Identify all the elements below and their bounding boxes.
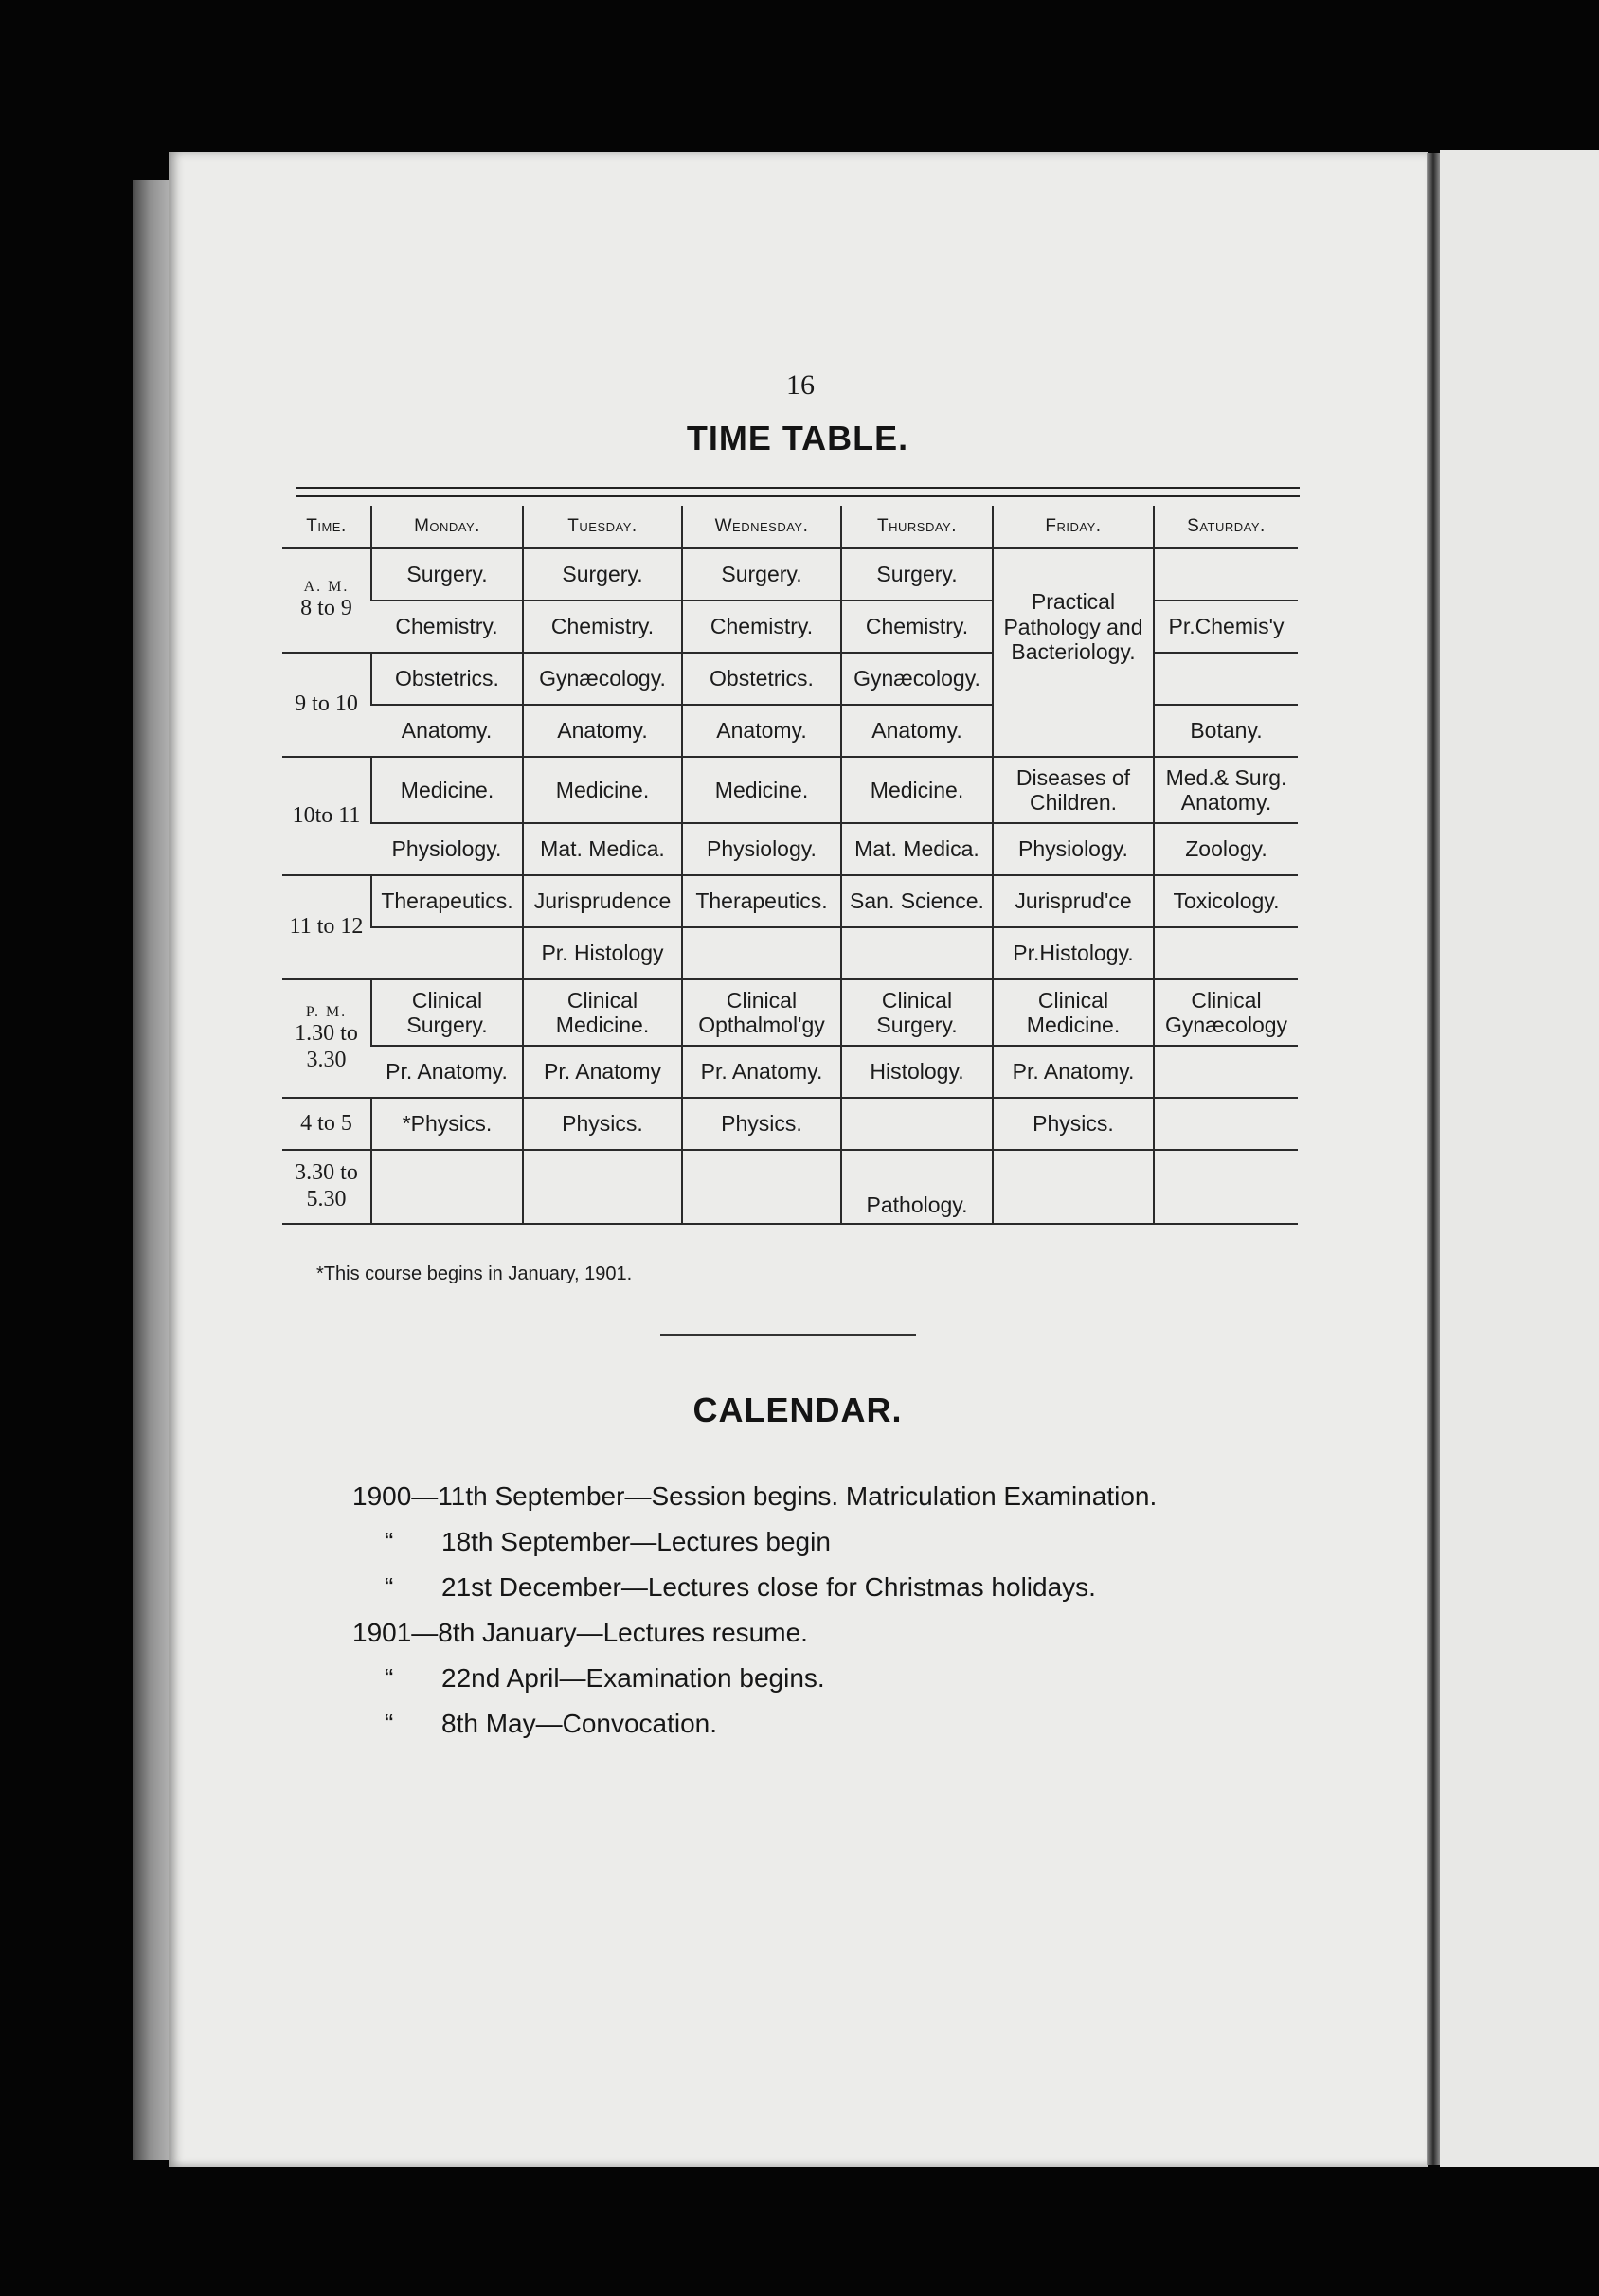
calendar-entry: 1901—8th January—Lectures resume. [352,1618,808,1647]
table-cell: Jurisprud'ce [993,875,1154,927]
table-cell: Anatomy. [682,705,841,757]
table-cell: Pr. Anatomy. [993,1046,1154,1098]
table-cell [682,1150,841,1224]
table-cell [371,927,523,979]
table-cell: San. Science. [841,875,993,927]
time-label: 8 to 9 [300,596,352,621]
facing-page-edge [1440,150,1599,2167]
am-label: A. M. [303,579,350,595]
table-row [282,927,1298,979]
table-cell: Anatomy. [523,705,682,757]
header-thursday: Thursday. [841,506,993,548]
table-cell: Therapeutics. [682,875,841,927]
table-cell: Anatomy. [841,705,993,757]
table-cell: Clinical Surgery. [371,979,523,1046]
calendar-line [352,1610,1300,1656]
table-cell: Botany. [1154,705,1298,757]
table-cell [371,1150,523,1224]
time-table-footnote: *This course begins in January, 1901. [316,1264,633,1284]
table-cell: Pathology. [841,1150,993,1224]
table-cell: Medicine. [841,757,993,823]
table-cell: Physiology. [993,823,1154,875]
table-row [282,979,1298,1046]
table-cell: Anatomy. [371,705,523,757]
table-cell: Surgery. [371,548,523,601]
table-cell: Obstetrics. [371,653,523,705]
table-row [282,1150,1298,1224]
table-cell: *Physics. [371,1098,523,1150]
header-wednesday: Wednesday. [682,506,841,548]
calendar-line [352,1474,1300,1519]
table-row [282,1046,1298,1098]
time-cell: 4 to 5 [282,1098,371,1150]
table-row [282,875,1298,927]
table-cell: Medicine. [371,757,523,823]
section-divider [660,1334,916,1336]
table-cell: Mat. Medica. [523,823,682,875]
calendar-line [352,1656,1300,1701]
calendar-entry: 8th May—Convocation. [441,1709,718,1738]
time-label: 1.30 to 3.30 [295,1021,358,1072]
calendar-entry: 18th September—Lectures begin [441,1527,831,1556]
table-cell: Obstetrics. [682,653,841,705]
time-cell: 3.30 to 5.30 [282,1150,371,1224]
table-cell: Surgery. [682,548,841,601]
ditto-mark: “ [385,1527,394,1556]
ditto-mark: “ [385,1709,394,1738]
pm-label: P. M. [305,1003,348,1020]
table-cell: Gynæcology. [841,653,993,705]
table-cell [1154,1150,1298,1224]
calendar-title: CALENDAR. [692,1390,903,1429]
calendar-line [352,1519,1300,1565]
table-cell: Toxicology. [1154,875,1298,927]
table-cell [841,927,993,979]
table-cell: Chemistry. [682,601,841,653]
table-cell: Diseases of Children. [993,757,1154,823]
table-cell: Physiology. [371,823,523,875]
table-cell: Medicine. [523,757,682,823]
header-monday: Monday. [371,506,523,548]
time-table [282,506,1298,1225]
time-cell [282,979,371,1098]
table-cell: Gynæcology. [523,653,682,705]
table-cell [523,1150,682,1224]
calendar-line [352,1565,1300,1610]
header-tuesday: Tuesday. [523,506,682,548]
table-row [282,757,1298,823]
table-cell [1154,1046,1298,1098]
table-cell [1154,548,1298,601]
table-cell [1154,1098,1298,1150]
table-cell: Surgery. [841,548,993,601]
table-cell: Mat. Medica. [841,823,993,875]
table-cell [841,1098,993,1150]
header-friday: Friday. [993,506,1154,548]
table-cell: Zoology. [1154,823,1298,875]
table-cell: Jurisprudence [523,875,682,927]
table-cell [1154,653,1298,705]
table-cell: Pr. Anatomy. [371,1046,523,1098]
table-cell [993,1150,1154,1224]
table-cell: Clinical Medicine. [523,979,682,1046]
table-cell: Physics. [993,1098,1154,1150]
table-row [282,1098,1298,1150]
table-cell: Pr. Anatomy. [682,1046,841,1098]
calendar-entry: 22nd April—Examination begins. [441,1663,825,1693]
header-row [282,506,1298,548]
table-cell: Clinical Gynæcology [1154,979,1298,1046]
table-cell: Physiology. [682,823,841,875]
table-cell: Medicine. [682,757,841,823]
ditto-mark: “ [385,1663,394,1693]
table-cell: Med.& Surg. Anatomy. [1154,757,1298,823]
calendar-list [352,1474,1300,1747]
calendar-entry: 1900—11th September—Session begins. Matriculation Examination. [352,1481,1158,1511]
title-double-rule [296,487,1300,497]
table-cell: Chemistry. [841,601,993,653]
table-cell: Pr.Chemis'y [1154,601,1298,653]
table-cell [1154,927,1298,979]
table-cell: Therapeutics. [371,875,523,927]
table-row [282,705,1298,757]
time-cell: 11 to 12 [282,875,371,979]
time-cell [282,548,371,653]
table-cell: Histology. [841,1046,993,1098]
table-cell: Clinical Surgery. [841,979,993,1046]
table-cell: Clinical Medicine. [993,979,1154,1046]
table-cell: Surgery. [523,548,682,601]
time-cell: 10to 11 [282,757,371,875]
table-cell [993,705,1154,757]
table-cell-friday-practical: Practical Pathology and Bacteriology. [993,548,1154,705]
table-row [282,823,1298,875]
table-cell: Chemistry. [523,601,682,653]
ditto-mark: “ [385,1572,394,1602]
table-cell [682,927,841,979]
book-gutter [1427,153,1440,2165]
table-cell: Pr. Histology [523,927,682,979]
table-cell: Physics. [682,1098,841,1150]
table-cell: Pr.Histology. [993,927,1154,979]
table-cell: Physics. [523,1098,682,1150]
table-cell: Chemistry. [371,601,523,653]
time-table-title: TIME TABLE. [686,419,909,457]
table-cell: Pr. Anatomy [523,1046,682,1098]
time-cell: 9 to 10 [282,653,371,757]
table-cell: Clinical Opthalmol'gy [682,979,841,1046]
header-saturday: Saturday. [1154,506,1298,548]
calendar-entry: 21st December—Lectures close for Christmas holidays. [441,1572,1096,1602]
table-row [282,548,1298,601]
page-number: 16 [786,369,815,401]
header-time: Time. [282,506,371,548]
calendar-line [352,1701,1300,1747]
